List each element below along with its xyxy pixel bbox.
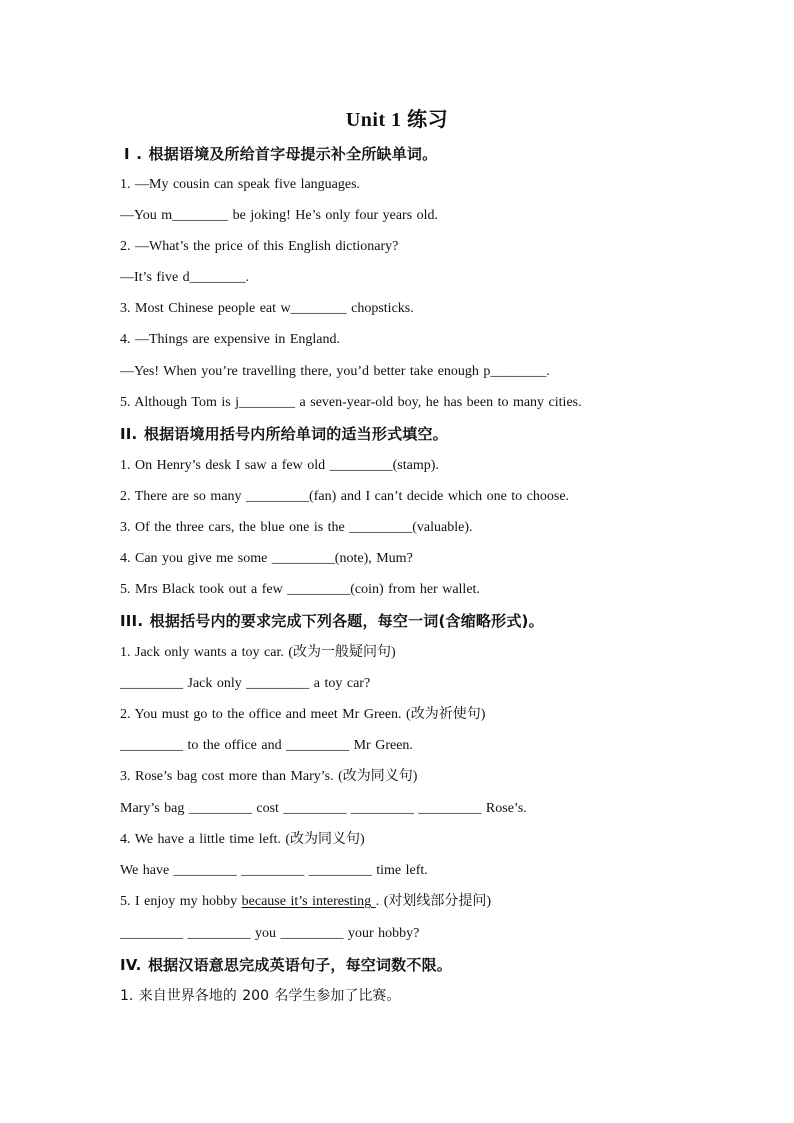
underlined-phrase: because it’s interesting <box>241 894 376 909</box>
exercise-line: _________ _________ you _________ your hobby? <box>120 926 420 941</box>
section-heading-4: IV. 根据汉语意思完成英语句子，每空词数不限。 <box>120 956 452 974</box>
exercise-line: We have _________ _________ _________ time left. <box>120 863 428 878</box>
section-heading-3: III. 根据括号内的要求完成下列各题，每空一词(含缩略形式)。 <box>120 612 544 630</box>
page-title: Unit 1 练习 <box>345 109 449 131</box>
exercise-line: 2. —What’s the price of this English dictionary? <box>120 239 399 254</box>
exercise-line: —You m________ be joking! He’s only four years old. <box>120 208 439 223</box>
exercise-line: Mary’s bag _________ cost _________ _________ _________ Rose’s. <box>120 801 527 816</box>
exercise-line: _________ Jack only _________ a toy car? <box>120 676 371 691</box>
exercise-line: 1. —My cousin can speak five languages. <box>120 177 361 192</box>
line-text: 5. I enjoy my hobby <box>120 894 242 909</box>
exercise-line: 4. —Things are expensive in England. <box>120 332 341 347</box>
exercise-line: 3. Rose’s bag cost more than Mary’s. (改为同义句) <box>120 769 418 784</box>
exercise-line: 2. There are so many _________(fan) and I can’t decide which one to choose. <box>120 489 570 504</box>
exercise-line: 4. Can you give me some _________(note), Mum? <box>120 551 413 566</box>
line-text: . (对划线部分提问) <box>375 894 492 909</box>
exercise-line: 3. Of the three cars, the blue one is the _________(valuable). <box>120 520 473 535</box>
exercise-line <box>120 892 491 912</box>
exercise-line: —It’s five d________. <box>120 270 250 285</box>
section-heading-1: I . 根据语境及所给首字母提示补全所缺单词。 <box>124 145 438 163</box>
exercise-line: 1. 来自世界各地的 200 名学生参加了比赛。 <box>120 988 401 1004</box>
exercise-line: 4. We have a little time left. (改为同义句) <box>120 832 365 847</box>
exercise-line: 1. On Henry’s desk I saw a few old _________(stamp). <box>120 458 439 473</box>
exercise-line: _________ to the office and _________ Mr Green. <box>120 738 413 753</box>
exercise-line: 5. Although Tom is j________ a seven-year-old boy, he has been to many cities. <box>120 395 582 410</box>
exercise-line: 5. Mrs Black took out a few _________(coin) from her wallet. <box>120 582 480 597</box>
section-heading-2: II. 根据语境用括号内所给单词的适当形式填空。 <box>120 425 448 443</box>
exercise-line: 1. Jack only wants a toy car. (改为一般疑问句) <box>120 645 396 660</box>
exercise-line: —Yes! When you’re travelling there, you’d better take enough p________. <box>120 364 550 379</box>
exercise-line: 2. You must go to the office and meet Mr Green. (改为祈使句) <box>120 707 486 722</box>
exercise-line: 3. Most Chinese people eat w________ chopsticks. <box>120 301 414 316</box>
